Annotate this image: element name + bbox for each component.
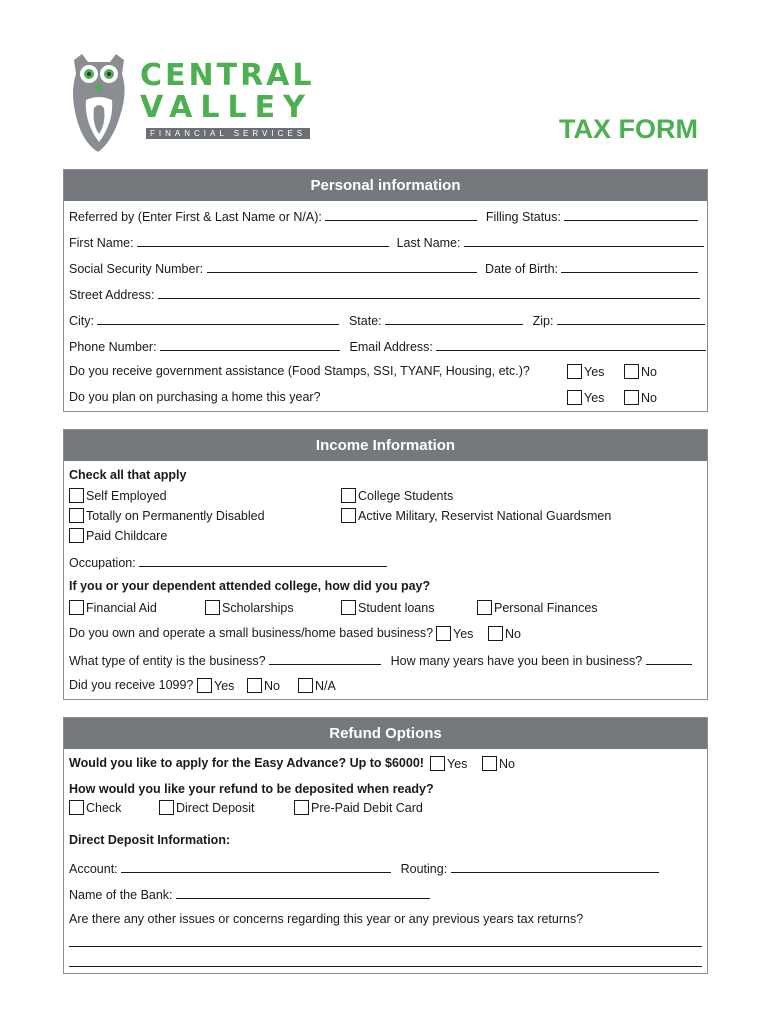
ssn-label: Social Security Number: — [69, 262, 204, 276]
business-yes-option[interactable] — [436, 626, 473, 641]
option-label: Yes — [447, 757, 468, 771]
section-heading: Income Information — [64, 430, 707, 461]
logo-line-valley: VALLEY — [140, 90, 313, 125]
email-label: Email Address: — [349, 340, 433, 354]
dob-field[interactable] — [561, 260, 698, 273]
option-label: Active Military, Reservist National Guardsmen — [358, 509, 612, 523]
zip-label: Zip: — [532, 314, 554, 328]
checkbox[interactable] — [69, 600, 84, 615]
scholarships-option[interactable] — [205, 600, 294, 615]
referred-by-field[interactable] — [325, 208, 477, 221]
zip-field[interactable] — [557, 312, 705, 325]
first-name-field[interactable] — [137, 234, 389, 247]
income-info-section — [63, 429, 708, 700]
checkbox[interactable] — [567, 390, 582, 405]
ssn-field[interactable] — [207, 260, 477, 273]
direct-deposit-info-label: Direct Deposit Information: — [69, 833, 231, 847]
option-label: No — [505, 627, 521, 641]
checkbox[interactable] — [567, 364, 582, 379]
checkbox[interactable] — [69, 508, 84, 523]
routing-field[interactable] — [451, 860, 659, 873]
checkbox[interactable] — [482, 756, 497, 771]
bank-name-label: Name of the Bank: — [69, 888, 173, 902]
checkbox[interactable] — [477, 600, 492, 615]
option-label: Self Employed — [86, 489, 167, 503]
form1099-yes-option[interactable] — [197, 678, 234, 693]
checkbox[interactable] — [69, 528, 84, 543]
personal-info-section — [63, 169, 708, 412]
option-label: Totally on Permanently Disabled — [86, 509, 265, 523]
home-purchase-no-option[interactable] — [624, 390, 657, 405]
easy-advance-question: Would you like to apply for the Easy Advance? Up to $6000! — [69, 756, 424, 770]
check-option[interactable] — [69, 800, 121, 815]
other-issues-line-2[interactable] — [69, 966, 702, 967]
direct-deposit-option[interactable] — [159, 800, 255, 815]
home-purchase-yes-option[interactable] — [567, 390, 604, 405]
other-issues-line-1[interactable] — [69, 946, 702, 947]
refund-options-section — [63, 717, 708, 974]
option-label: Yes — [453, 627, 474, 641]
city-field[interactable] — [97, 312, 339, 325]
logo-line-central: CENTRAL — [140, 58, 315, 93]
easy-advance-no-option[interactable] — [482, 756, 515, 771]
checkbox[interactable] — [624, 364, 639, 379]
logo-tagline: FINANCIAL SERVICES — [146, 128, 310, 139]
college-students-option[interactable] — [341, 488, 453, 503]
company-logo — [68, 52, 313, 154]
checkbox[interactable] — [488, 626, 503, 641]
check-all-label: Check all that apply — [69, 468, 187, 482]
option-label: No — [641, 391, 657, 405]
option-label: Paid Childcare — [86, 529, 168, 543]
first-name-label: First Name: — [69, 236, 134, 250]
last-name-field[interactable] — [464, 234, 704, 247]
college-pay-question: If you or your dependent attended college, how did you pay? — [69, 579, 431, 593]
home-purchase-question: Do you plan on purchasing a home this year? — [69, 390, 321, 404]
easy-advance-yes-option[interactable] — [430, 756, 467, 771]
checkbox[interactable] — [69, 488, 84, 503]
option-label: Check — [86, 801, 122, 815]
form1099-no-option[interactable] — [247, 678, 280, 693]
checkbox[interactable] — [159, 800, 174, 815]
street-address-field[interactable] — [158, 286, 700, 299]
option-label: Yes — [584, 391, 605, 405]
checkbox[interactable] — [341, 600, 356, 615]
state-field[interactable] — [385, 312, 523, 325]
student-loans-option[interactable] — [341, 600, 434, 615]
checkbox[interactable] — [294, 800, 309, 815]
bank-name-field[interactable] — [176, 886, 430, 899]
option-label: Yes — [584, 365, 605, 379]
dob-label: Date of Birth: — [485, 262, 558, 276]
option-label: Pre-Paid Debit Card — [311, 801, 423, 815]
form1099-question: Did you receive 1099? — [69, 678, 194, 692]
prepaid-card-option[interactable] — [294, 800, 423, 815]
option-label: No — [641, 365, 657, 379]
entity-field[interactable] — [269, 652, 381, 665]
account-field[interactable] — [121, 860, 391, 873]
option-label: Yes — [214, 679, 235, 693]
checkbox[interactable] — [341, 488, 356, 503]
phone-label: Phone Number: — [69, 340, 157, 354]
form1099-na-option[interactable] — [298, 678, 336, 693]
financial-aid-option[interactable] — [69, 600, 157, 615]
gov-assist-no-option[interactable] — [624, 364, 657, 379]
routing-label: Routing: — [400, 862, 448, 876]
disabled-option[interactable] — [69, 508, 265, 523]
military-option[interactable] — [341, 508, 611, 523]
checkbox[interactable] — [430, 756, 445, 771]
state-label: State: — [348, 314, 382, 328]
filing-status-field[interactable] — [564, 208, 698, 221]
option-label: Financial Aid — [86, 601, 157, 615]
years-question: How many years have you been in business? — [390, 654, 643, 668]
option-label: Student loans — [358, 601, 435, 615]
option-label: Personal Finances — [494, 601, 598, 615]
checkbox[interactable] — [205, 600, 220, 615]
checkbox[interactable] — [436, 626, 451, 641]
self-employed-option[interactable] — [69, 488, 167, 503]
gov-assist-question: Do you receive government assistance (Food Stamps, SSI, TYANF, Housing, etc.)? — [69, 364, 530, 378]
street-address-label: Street Address: — [69, 288, 155, 302]
checkbox[interactable] — [69, 800, 84, 815]
section-heading: Personal information — [64, 170, 707, 201]
option-label: College Students — [358, 489, 454, 503]
deposit-method-question: How would you like your refund to be deposited when ready? — [69, 782, 434, 796]
option-label: N/A — [315, 679, 336, 693]
checkbox[interactable] — [247, 678, 262, 693]
years-field[interactable] — [646, 652, 692, 665]
owl-icon — [68, 52, 130, 154]
form-title: TAX FORM — [559, 114, 698, 144]
option-label: Scholarships — [222, 601, 294, 615]
business-no-option[interactable] — [488, 626, 521, 641]
checkbox[interactable] — [298, 678, 313, 693]
checkbox[interactable] — [197, 678, 212, 693]
gov-assist-yes-option[interactable] — [567, 364, 604, 379]
paid-childcare-option[interactable] — [69, 528, 167, 543]
section-heading: Refund Options — [64, 718, 707, 749]
business-question: Do you own and operate a small business/home based business? — [69, 626, 434, 640]
checkbox[interactable] — [341, 508, 356, 523]
last-name-label: Last Name: — [396, 236, 461, 250]
city-label: City: — [69, 314, 94, 328]
other-issues-question: Are there any other issues or concerns regarding this year or any previous years tax returns? — [69, 912, 584, 926]
occupation-field[interactable] — [139, 554, 387, 567]
occupation-label: Occupation: — [69, 556, 136, 570]
entity-question: What type of entity is the business? — [69, 654, 266, 668]
personal-finances-option[interactable] — [477, 600, 598, 615]
phone-field[interactable] — [160, 338, 340, 351]
referred-by-label: Referred by (Enter First & Last Name or N/A): — [69, 210, 322, 224]
email-field[interactable] — [436, 338, 706, 351]
option-label: No — [499, 757, 515, 771]
filing-status-label: Filling Status: — [485, 210, 561, 224]
option-label: No — [264, 679, 280, 693]
option-label: Direct Deposit — [176, 801, 255, 815]
account-label: Account: — [69, 862, 118, 876]
checkbox[interactable] — [624, 390, 639, 405]
